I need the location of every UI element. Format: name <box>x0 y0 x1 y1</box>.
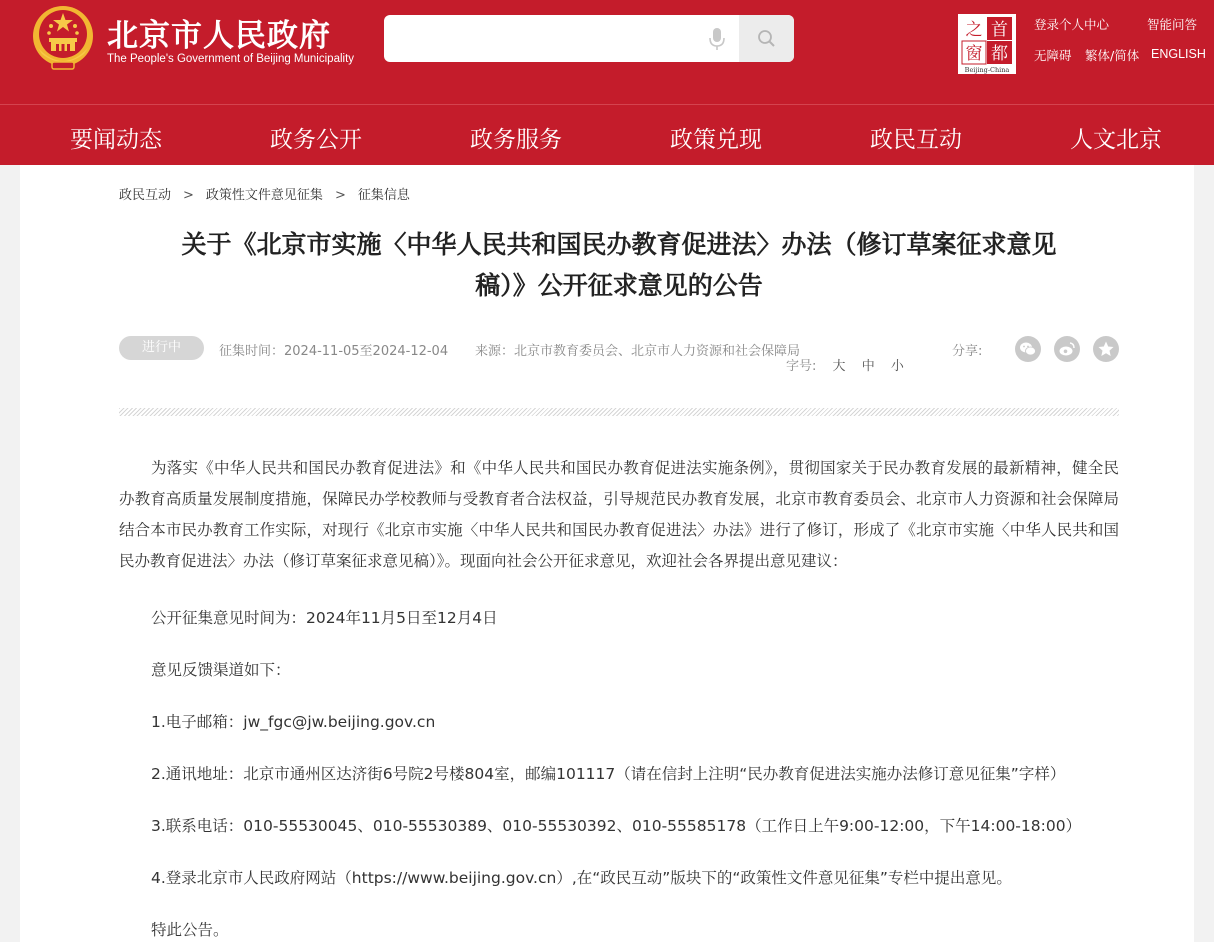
divider <box>119 408 1119 416</box>
title-line-2: 稿）》公开征求意见的公告 <box>475 271 763 300</box>
favorite-star-icon[interactable] <box>1093 336 1119 362</box>
breadcrumb-separator: > <box>183 188 194 203</box>
search-box <box>384 15 794 62</box>
svg-text:Beijing-China: Beijing-China <box>964 66 1010 74</box>
smart-qa-link[interactable]: 智能问答 <box>1147 17 1198 32</box>
site-title[interactable]: 北京市人民政府 <box>107 18 331 54</box>
collection-period: 征集时间：2024-11-05至2024-12-04 <box>219 344 449 359</box>
font-size-label: 字号: <box>786 359 817 374</box>
svg-text:窗: 窗 <box>965 44 983 64</box>
svg-text:之: 之 <box>965 20 983 40</box>
breadcrumb-item[interactable]: 征集信息 <box>357 188 410 203</box>
font-size-control <box>786 355 904 374</box>
collection-time-line: 公开征集意见时间为：2024年11月5日至12月4日 <box>151 609 498 627</box>
site-subtitle: The People's Government of Beijing Municipality <box>107 53 355 65</box>
weibo-share-icon[interactable] <box>1054 336 1080 362</box>
status-badge: 进行中 <box>119 336 204 360</box>
capital-window-logo[interactable] <box>958 14 1016 74</box>
channel-website: 4.登录北京市人民政府网站（https://www.beijing.gov.cn）,在“政民互动”版块下的“政策性文件意见征集”专栏中提出意见。 <box>151 869 1012 887</box>
accessibility-link[interactable]: 无障碍 <box>1034 48 1072 63</box>
svg-text:都: 都 <box>991 44 1008 64</box>
breadcrumb-item[interactable]: 政民互动 <box>119 188 172 203</box>
closing-line: 特此公告。 <box>151 921 229 939</box>
article-body <box>119 453 1119 577</box>
nav-policy[interactable]: 政策兑现 <box>670 127 762 153</box>
traditional-simplified-toggle[interactable]: 繁体/简体 <box>1085 48 1140 63</box>
intro-paragraph: 为落实《中华人民共和国民办教育促进法》和《中华人民共和国民办教育促进法实施条例》，贯彻国家关于民办教育发展的最新精神，健全民办教育高质量发展制度措施，保障民办学校教师与受教育者合法权益，引导规范民办教育发展，北京市教育委员会、北京市人力资源和社会保障局结合本市民办教育工作实际，对现行《北京市实施〈中华人民共和国民办教育促进法〉办法》进行了修订，形成了《北京市实施〈中华人民共和国民办教育促进法〉办法（修订草案征求意见稿）》。现面向社会公开征求意见，欢迎社会各界提出意见建议： <box>119 459 1119 570</box>
nav-government-affairs[interactable]: 政务公开 <box>270 127 362 153</box>
font-size-small[interactable]: 小 <box>890 359 904 374</box>
microphone-icon[interactable] <box>708 27 726 51</box>
font-size-large[interactable]: 大 <box>832 359 846 374</box>
channels-intro: 意见反馈渠道如下： <box>151 661 291 679</box>
breadcrumb-item[interactable]: 政策性文件意见征集 <box>205 188 323 203</box>
login-link[interactable]: 登录个人中心 <box>1034 17 1110 32</box>
share-label: 分享: <box>952 344 983 359</box>
channel-address: 2.通讯地址：北京市通州区达济街6号院2号楼804室，邮编101117（请在信封上注明“民办教育促进法实施办法修订意见征集”字样） <box>151 765 1066 783</box>
breadcrumb-separator: > <box>334 188 346 203</box>
search-icon <box>757 29 777 49</box>
channel-email: 1.电子邮箱：jw_fgc@jw.beijing.gov.cn <box>151 713 436 731</box>
search-button[interactable] <box>739 15 794 62</box>
wechat-share-icon[interactable] <box>1015 336 1041 362</box>
title-line-1: 关于《北京市实施〈中华人民共和国民办教育促进法〉办法（修订草案征求意见 <box>181 230 1057 259</box>
search-input[interactable] <box>384 15 739 62</box>
breadcrumb <box>119 184 410 203</box>
national-emblem-icon[interactable] <box>30 4 96 72</box>
main-nav <box>0 104 1214 165</box>
nav-interaction[interactable]: 政民互动 <box>870 127 962 153</box>
svg-text:首: 首 <box>991 20 1008 40</box>
font-size-medium[interactable]: 中 <box>861 359 875 374</box>
nav-news[interactable]: 要闻动态 <box>70 127 162 153</box>
nav-humanities[interactable]: 人文北京 <box>1070 127 1162 153</box>
source-info: 来源：北京市教育委员会、北京市人力资源和社会保障局 <box>475 344 801 359</box>
nav-services[interactable]: 政务服务 <box>470 127 562 153</box>
page-title <box>119 224 1119 306</box>
channel-phone: 3.联系电话：010-55530045、010-55530389、010-55530392、010-55585178（工作日上午9:00-12:00，下午14:00-18:00） <box>151 817 1082 835</box>
english-link[interactable]: ENGLISH <box>1151 47 1206 61</box>
